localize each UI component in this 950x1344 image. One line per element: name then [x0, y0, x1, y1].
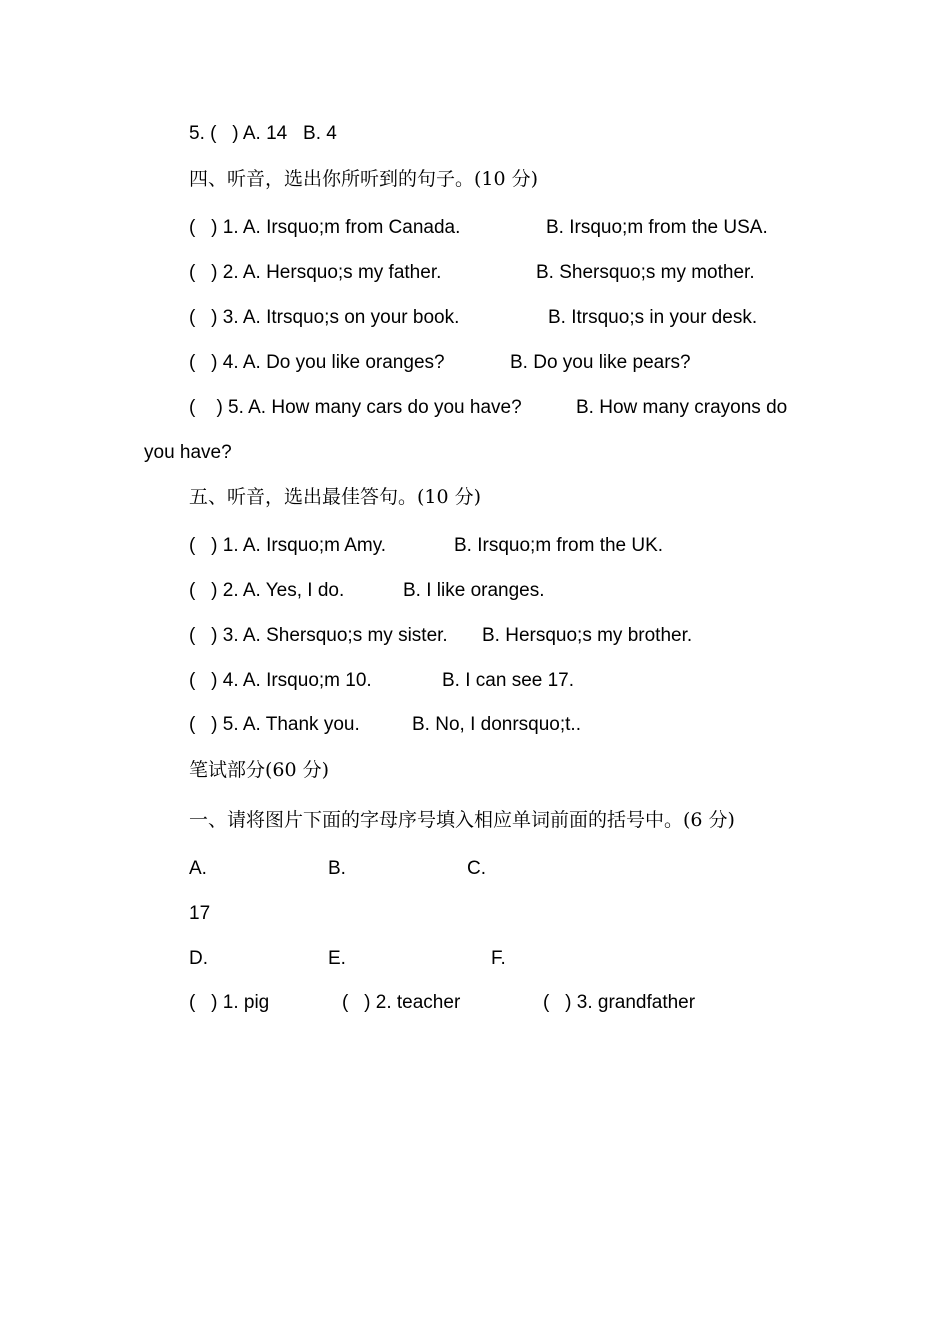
picture-label-d: D. — [189, 948, 208, 969]
s5-q2-option-b: B. I like oranges. — [403, 580, 545, 601]
s4-q1-option-a: ( ) 1. A. Irsquo;m from Canada. — [189, 217, 461, 238]
picture-label-e: E. — [328, 948, 346, 969]
s5-q1-option-a: ( ) 1. A. Irsquo;m Amy. — [189, 535, 387, 556]
s4-q5-option-a: ( ) 5. A. How many cars do you have? — [189, 397, 522, 418]
section-5-heading: 五、听音，选出最佳答句。(10 分) — [189, 486, 482, 508]
word-item-1: ( ) 1. pig — [189, 992, 270, 1013]
picture-label-f: F. — [491, 948, 506, 969]
s4-q3-option-a: ( ) 3. A. Itrsquo;s on your book. — [189, 307, 460, 328]
s5-q3-option-b: B. Hersquo;s my brother. — [482, 625, 693, 646]
listening-q4-item-5: 5. ( ) A. 14 B. 4 — [189, 123, 337, 144]
s4-q5-option-b-cont: you have? — [144, 442, 232, 463]
s5-q2-option-a: ( ) 2. A. Yes, I do. — [189, 580, 345, 601]
s4-q4-option-a: ( ) 4. A. Do you like oranges? — [189, 352, 445, 373]
s4-q1-option-b: B. Irsquo;m from the USA. — [546, 217, 768, 238]
word-item-3: ( ) 3. grandfather — [543, 992, 696, 1013]
written-section-1-heading: 一、请将图片下面的字母序号填入相应单词前面的括号中。(6 分) — [189, 809, 735, 831]
page-number: 17 — [189, 903, 211, 924]
picture-label-b: B. — [328, 858, 346, 879]
picture-label-c: C. — [467, 858, 486, 879]
section-4-heading: 四、听音，选出你所听到的句子。(10 分) — [189, 168, 539, 190]
s5-q5-option-b: B. No, I donrsquo;t.. — [412, 714, 581, 735]
s5-q1-option-b: B. Irsquo;m from the UK. — [454, 535, 664, 556]
s4-q2-option-b: B. Shersquo;s my mother. — [536, 262, 755, 283]
picture-label-a: A. — [189, 858, 207, 879]
s4-q5-option-b: B. How many crayons do — [576, 397, 788, 418]
s4-q4-option-b: B. Do you like pears? — [510, 352, 691, 373]
s5-q4-option-b: B. I can see 17. — [442, 670, 575, 691]
word-item-2: ( ) 2. teacher — [342, 992, 461, 1013]
s5-q5-option-a: ( ) 5. A. Thank you. — [189, 714, 360, 735]
written-part-heading: 笔试部分(60 分) — [189, 759, 330, 781]
s4-q3-option-b: B. Itrsquo;s in your desk. — [548, 307, 758, 328]
s4-q2-option-a: ( ) 2. A. Hersquo;s my father. — [189, 262, 442, 283]
s5-q3-option-a: ( ) 3. A. Shersquo;s my sister. — [189, 625, 448, 646]
s5-q4-option-a: ( ) 4. A. Irsquo;m 10. — [189, 670, 372, 691]
